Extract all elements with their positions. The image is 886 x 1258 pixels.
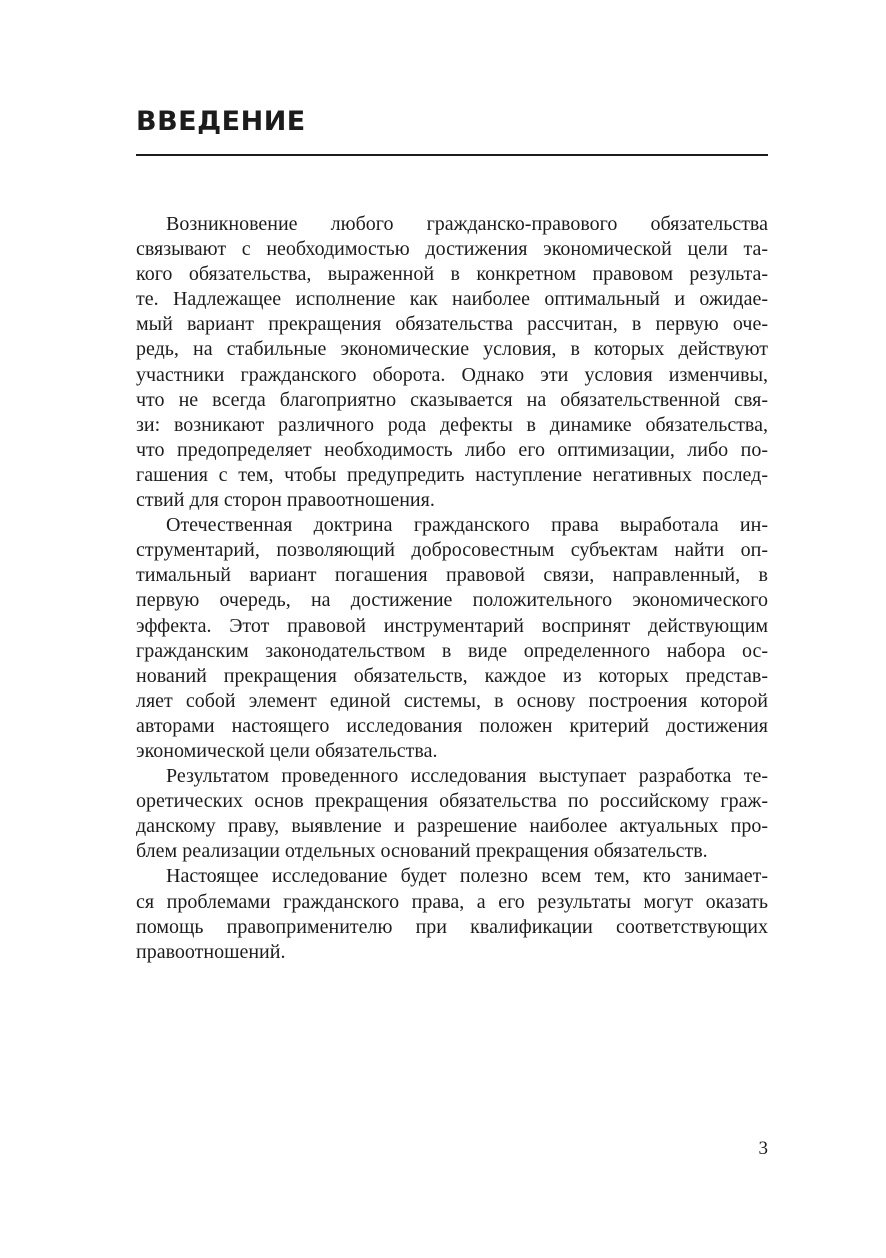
body-text bbox=[136, 212, 768, 965]
text-line: кого обязательства, выраженной в конкретном правовом результа- bbox=[136, 263, 768, 286]
text-line: мый вариант прекращения обязательства рассчитан, в первую оче- bbox=[136, 313, 768, 336]
chapter-title: ВВЕДЕНИЕ bbox=[136, 106, 306, 137]
text-line: блем реализации отдельных оснований прекращения обязательств. bbox=[136, 840, 708, 863]
text-line: тимальный вариант погашения правовой связи, направленный, в bbox=[136, 564, 768, 587]
text-line: те. Надлежащее исполнение как наиболее оптимальный и ожидае- bbox=[136, 288, 768, 311]
text-line: экономической цели обязательства. bbox=[136, 739, 438, 762]
text-line: данскому праву, выявление и разрешение наиболее актуальных про- bbox=[136, 815, 768, 838]
paragraph bbox=[136, 513, 768, 764]
paragraph bbox=[136, 764, 768, 864]
text-line: Возникновение любого гражданско-правового обязательства bbox=[166, 213, 768, 235]
text-line: авторами настоящего исследования положен критерий достижения bbox=[136, 714, 768, 737]
paragraph bbox=[136, 212, 768, 513]
text-line: оретических основ прекращения обязательства по российскому граж- bbox=[136, 790, 768, 813]
text-line: нований прекращения обязательств, каждое из которых представ- bbox=[136, 664, 768, 687]
text-line: Результатом проведенного исследования выступает разработка те- bbox=[166, 765, 768, 788]
text-line: первую очередь, на достижение положительного экономического bbox=[136, 589, 768, 612]
text-line: что не всегда благоприятно сказывается на обязательственной свя- bbox=[136, 388, 768, 411]
text-line: эффекта. Этот правовой инструментарий воспринят действующим bbox=[136, 614, 768, 637]
paragraph bbox=[136, 864, 768, 964]
text-line: ствий для сторон правоотношения. bbox=[136, 489, 435, 512]
text-line: помощь правоприменителю при квалификации соответствующих bbox=[136, 915, 768, 938]
title-underline-rule bbox=[136, 154, 768, 156]
text-line: что предопределяет необходимость либо его оптимизации, либо по- bbox=[136, 438, 768, 461]
text-line: струментарий, позволяющий добросовестным субъектам найти оп- bbox=[136, 539, 768, 562]
text-line: зи: возникают различного рода дефекты в динамике обязательства, bbox=[136, 413, 768, 436]
text-line: ляет собой элемент единой системы, в основу построения которой bbox=[136, 689, 768, 712]
page-number: 3 bbox=[758, 1138, 768, 1159]
text-line: правоотношений. bbox=[136, 940, 286, 963]
text-line: Настоящее исследование будет полезно всем тем, кто занимает- bbox=[166, 865, 768, 888]
text-line: связывают с необходимостью достижения экономической цели та- bbox=[136, 238, 768, 261]
text-line: редь, на стабильные экономические условия, в которых действуют bbox=[136, 338, 768, 361]
text-line: Отечественная доктрина гражданского права выработала ин- bbox=[166, 514, 768, 537]
text-line: участники гражданского оборота. Однако эти условия изменчивы, bbox=[136, 363, 768, 386]
text-line: ся проблемами гражданского права, а его результаты могут оказать bbox=[136, 890, 768, 913]
text-line: гражданским законодательством в виде определенного набора ос- bbox=[136, 639, 768, 662]
text-line: гашения с тем, чтобы предупредить наступление негативных послед- bbox=[136, 463, 768, 486]
